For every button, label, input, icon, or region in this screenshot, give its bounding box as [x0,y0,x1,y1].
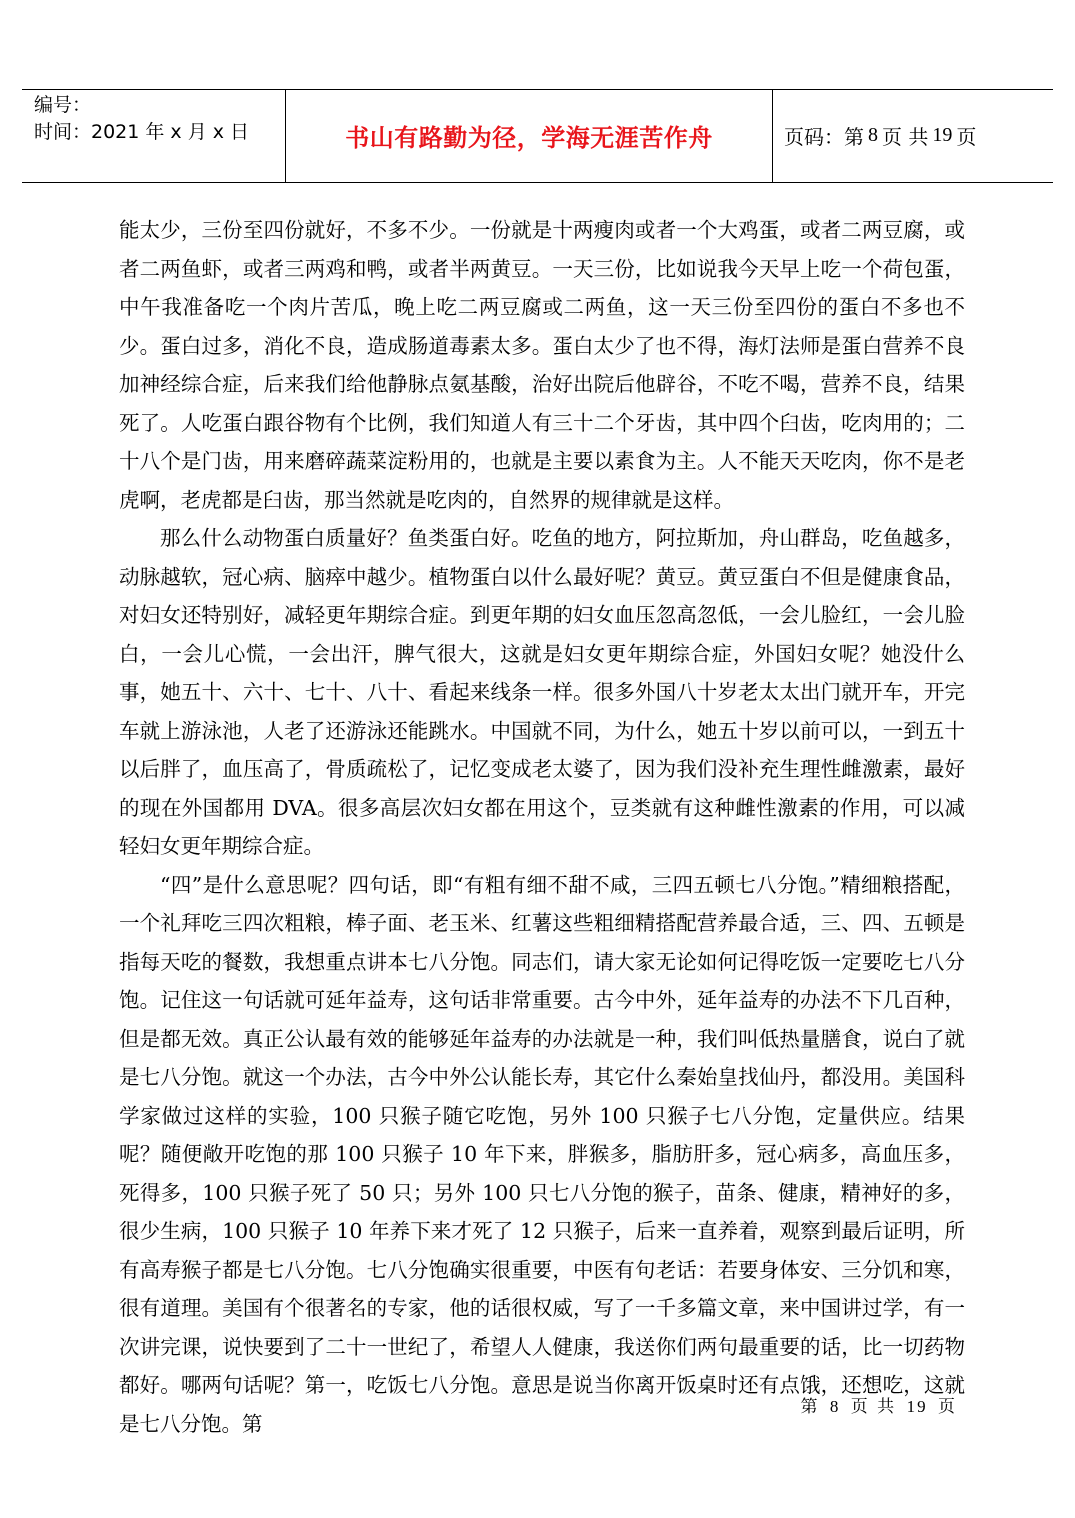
footer-page-number [800,1392,957,1417]
footer-page-prefix: 第 [800,1397,820,1417]
document-time: 时间：2021 年 x 月 x 日 [34,121,250,143]
footer-page-suffix: 页 [938,1397,957,1417]
body-paragraph: 那么什么动物蛋白质量好？鱼类蛋白好。吃鱼的地方，阿拉斯加，舟山群岛，吃鱼越多，动脉越软，冠心病、脑瘁中越少。植物蛋白以什么最好呢？黄豆。黄豆蛋白不但是健康食品，对妇女还特别好，减轻更年期综合症。到更年期的妇女血压忽高忽低，一会儿脸红，一会儿脸白，一会儿心慌，一会出汗，脾气很大，这就是妇女更年期综合症，外国妇女呢？她没什么事，她五十、六十、七十、八十、看起来线条一样。很多外国八十岁老太太出门就开车，开完车就上游泳池，人老了还游泳还能跳水。中国就不同，为什么，她五十岁以前可以，一到五十以后胖了，血压高了，骨质疏松了，记忆变成老太婆了，因为我们没补充生理性雌激素，最好的现在外国都用 DVA。很多高层次妇女都在用这个，豆类就有这种雌性激素的作用，可以减轻妇女更年期综合症。 [119,526,965,858]
document-number-label: 编号： [34,94,92,116]
header-motto: 书山有路勤为径，学海无涯苦作舟 [345,124,713,152]
header-page-prefix: 页码：第 [784,125,864,149]
header-page-total: 19 [932,124,953,146]
header-page-indicator [784,89,976,182]
document-body [119,211,965,1443]
footer-page-total: 19 [906,1397,928,1416]
header-bottom-rule [22,182,1053,183]
header-page-current: 8 [868,124,878,146]
header-page-mid: 页 共 [882,125,929,149]
body-paragraph: “四”是什么意思呢？四句话，即“有粗有细不甜不咸，三四五顿七八分饱。”精细粮搭配，一个礼拜吃三四次粗粮，棒子面、老玉米、红薯这些粗细精搭配营养最合适，三、四、五顿是指每天吃的餐数，我想重点讲本七八分饱。同志们，请大家无论如何记得吃饭一定要吃七八分饱。记住这一句话就可延年益寿，这句话非常重要。古今中外，延年益寿的办法不下几百种，但是都无效。真正公认最有效的能够延年益寿的办法就是一种，我们叫低热量膳食，说白了就是七八分饱。就这一个办法，古今中外公认能长寿，其它什么秦始皇找仙丹，都没用。美国科学家做过这样的实验，100 只猴子随它吃饱，另外 100 只猴子七八分饱，定量供应。结果呢？随便敞开吃饱的那 100 只猴子 10 年下来，胖猴多，脂肪肝多，冠心病多，高血压多，死得多，100 只猴子死了 50 只；另外 100 只七八分饱的猴子，苗条、健康，精神好的多，很少生病，100 只猴子 10 年养下来才死了 12 只猴子，后来一直养着，观察到最后证明，所有高寿猴子都是七八分饱。七八分饱确实很重要，中医有句老话：若要身体安、三分饥和寒，很有道理。美国有个很著名的专家，他的话很权威，写了一千多篇文章，来中国讲过学，有一次讲完课，说快要到了二十一世纪了，希望人人健康，我送你们两句最重要的话，比一切药物都好。哪两句话呢？第一，吃饭七八分饱。意思是说当你离开饭桌时还有点饿，还想吃，这就是七八分饱。第 [119,872,965,1436]
body-paragraph: 能太少，三份至四份就好，不多不少。一份就是十两瘦肉或者一个大鸡蛋，或者二两豆腐，或者二两鱼虾，或者三两鸡和鸭，或者半两黄豆。一天三份，比如说我今天早上吃一个荷包蛋，中午我准备吃一个肉片苦瓜，晚上吃二两豆腐或二两鱼，这一天三份至四份的蛋白不多也不少。蛋白过多，消化不良，造成肠道毒素太多。蛋白太少了也不得，海灯法师是蛋白营养不良加神经综合症，后来我们给他静脉点氨基酸，治好出院后他辟谷，不吃不喝，营养不良，结果死了。人吃蛋白跟谷物有个比例，我们知道人有三十二个牙齿，其中四个臼齿，吃肉用的；二十八个是门齿，用来磨碎蔬菜淀粉用的，也就是主要以素食为主。人不能天天吃肉，你不是老虎啊，老虎都是臼齿，那当然就是吃肉的，自然界的规律就是这样。 [119,218,965,512]
header-divider-right [772,89,773,182]
header-page-suffix: 页 [956,125,977,149]
footer-page-mid: 页 共 [850,1397,897,1417]
footer-page-current: 8 [829,1397,841,1416]
header-meta [34,92,282,146]
